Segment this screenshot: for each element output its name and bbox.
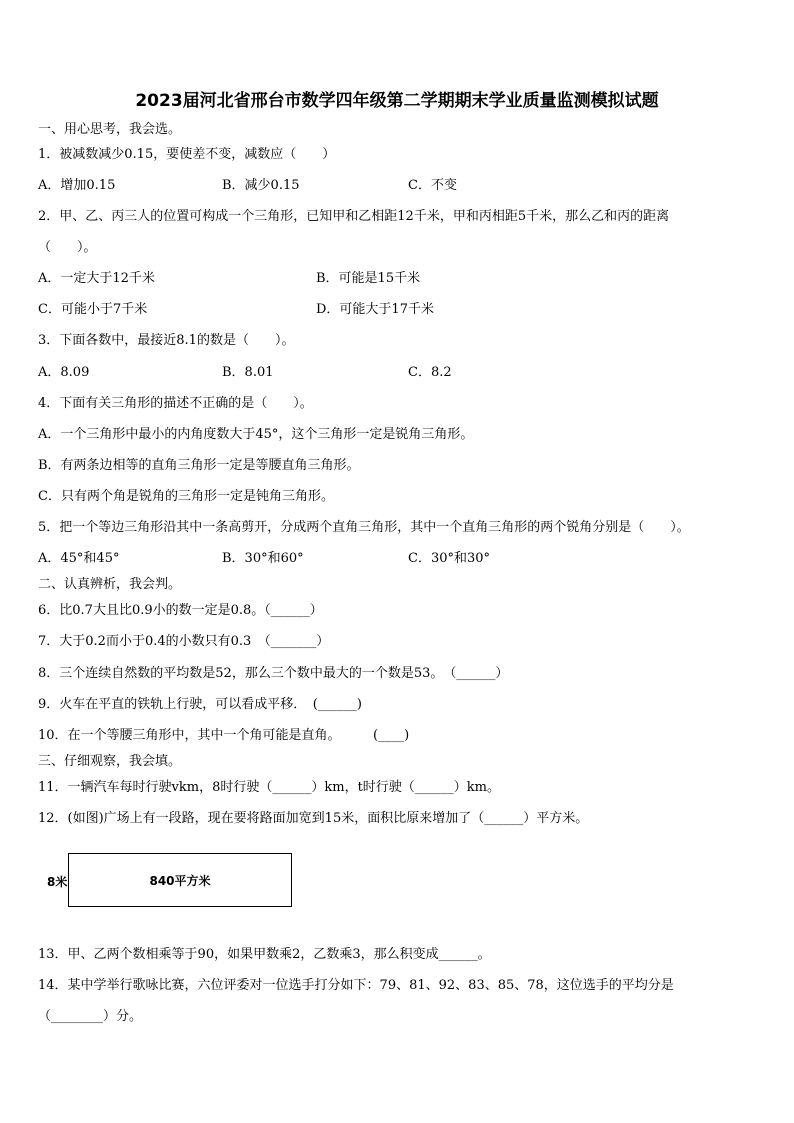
q10-statement: 10．在一个等腰三角形中，其中一个角可能是直角。 (____) <box>38 728 410 743</box>
q3-option-c: C．8.2 <box>408 365 452 380</box>
q14-stem-continued: （________）分。 <box>38 1009 143 1024</box>
q5-option-c: C．30°和30° <box>408 551 491 566</box>
q1-option-c: C．不变 <box>408 178 457 193</box>
q3-option-b: B．8.01 <box>222 365 274 380</box>
q2-option-d: D．可能大于17千米 <box>316 302 434 317</box>
q4-option-b: B．有两条边相等的直角三角形一定是等腰直角三角形。 <box>38 458 360 473</box>
q2-stem: 2．甲、乙、丙三人的位置可构成一个三角形，已知甲和乙相距12千米，甲和丙相距5千米，那么乙和丙的距离 <box>38 209 670 224</box>
section-3-heading: 三、仔细观察，我会填。 <box>38 754 182 769</box>
q6-statement: 6．比0.7大且比0.9小的数一定是0.8。（______） <box>38 603 323 618</box>
section-2-heading: 二、认真辨析，我会判。 <box>38 577 182 592</box>
q5-stem: 5．把一个等边三角形沿其中一条高剪开，分成两个直角三角形，其中一个直角三角形的两个锐角分别是（ ）。 <box>38 520 690 535</box>
section-1-heading: 一、用心思考，我会选。 <box>38 122 182 137</box>
q13-stem: 13．甲、乙两个数相乘等于90，如果甲数乘2，乙数乘3，那么积变成______。 <box>38 947 491 962</box>
q4-option-c: C．只有两个角是锐角的三角形一定是钝角三角形。 <box>38 489 334 504</box>
q8-statement: 8．三个连续自然数的平均数是52，那么三个数中最大的一个数是53。 （______） <box>38 666 509 681</box>
q3-stem: 3．下面各数中，最接近8.1的数是（ ）。 <box>38 333 295 348</box>
q1-option-a: A．增加0.15 <box>38 178 116 193</box>
q9-statement: 9．火车在平直的铁轨上行驶，可以看成平移． (______) <box>38 697 362 712</box>
q3-option-a: A．8.09 <box>38 365 90 380</box>
q5-option-a: A．45°和45° <box>38 551 120 566</box>
q11-stem: 11．一辆汽车每时行驶vkm，8时行驶（______）km，t时行驶（______）km。 <box>38 780 500 795</box>
page-title: 2023届河北省邢台市数学四年级第二学期期末学业质量监测模拟试题 <box>135 91 659 111</box>
q2-option-b: B．可能是15千米 <box>316 271 421 286</box>
figure-area-label: 840平方米 <box>149 873 211 888</box>
q4-stem: 4．下面有关三角形的描述不正确的是（ ）。 <box>38 396 313 411</box>
q2-option-a: A．一定大于12千米 <box>38 271 155 286</box>
road-rectangle-figure <box>68 853 292 907</box>
q1-option-b: B．减少0.15 <box>222 178 300 193</box>
figure-width-label: 8米 <box>47 875 68 889</box>
q1-stem: 1．被减数减少0.15，要使差不变，减数应（ ） <box>38 147 336 162</box>
q2-option-c: C．可能小于7千米 <box>38 302 148 317</box>
q14-stem: 14．某中学举行歌咏比赛，六位评委对一位选手打分如下：79、81、92、83、85、78，这位选手的平均分是 <box>38 978 674 993</box>
q4-option-a: A．一个三角形中最小的内角度数大于45°，这个三角形一定是锐角三角形。 <box>38 427 474 442</box>
q12-stem: 12．(如图)广场上有一段路，现在要将路面加宽到15米，面积比原来增加了（______）平方米。 <box>38 811 589 826</box>
q5-option-b: B．30°和60° <box>222 551 304 566</box>
q7-statement: 7．大于0.2而小于0.4的小数只有0.3 （_______） <box>38 634 330 649</box>
q2-stem-continued: （ ）。 <box>38 240 97 255</box>
